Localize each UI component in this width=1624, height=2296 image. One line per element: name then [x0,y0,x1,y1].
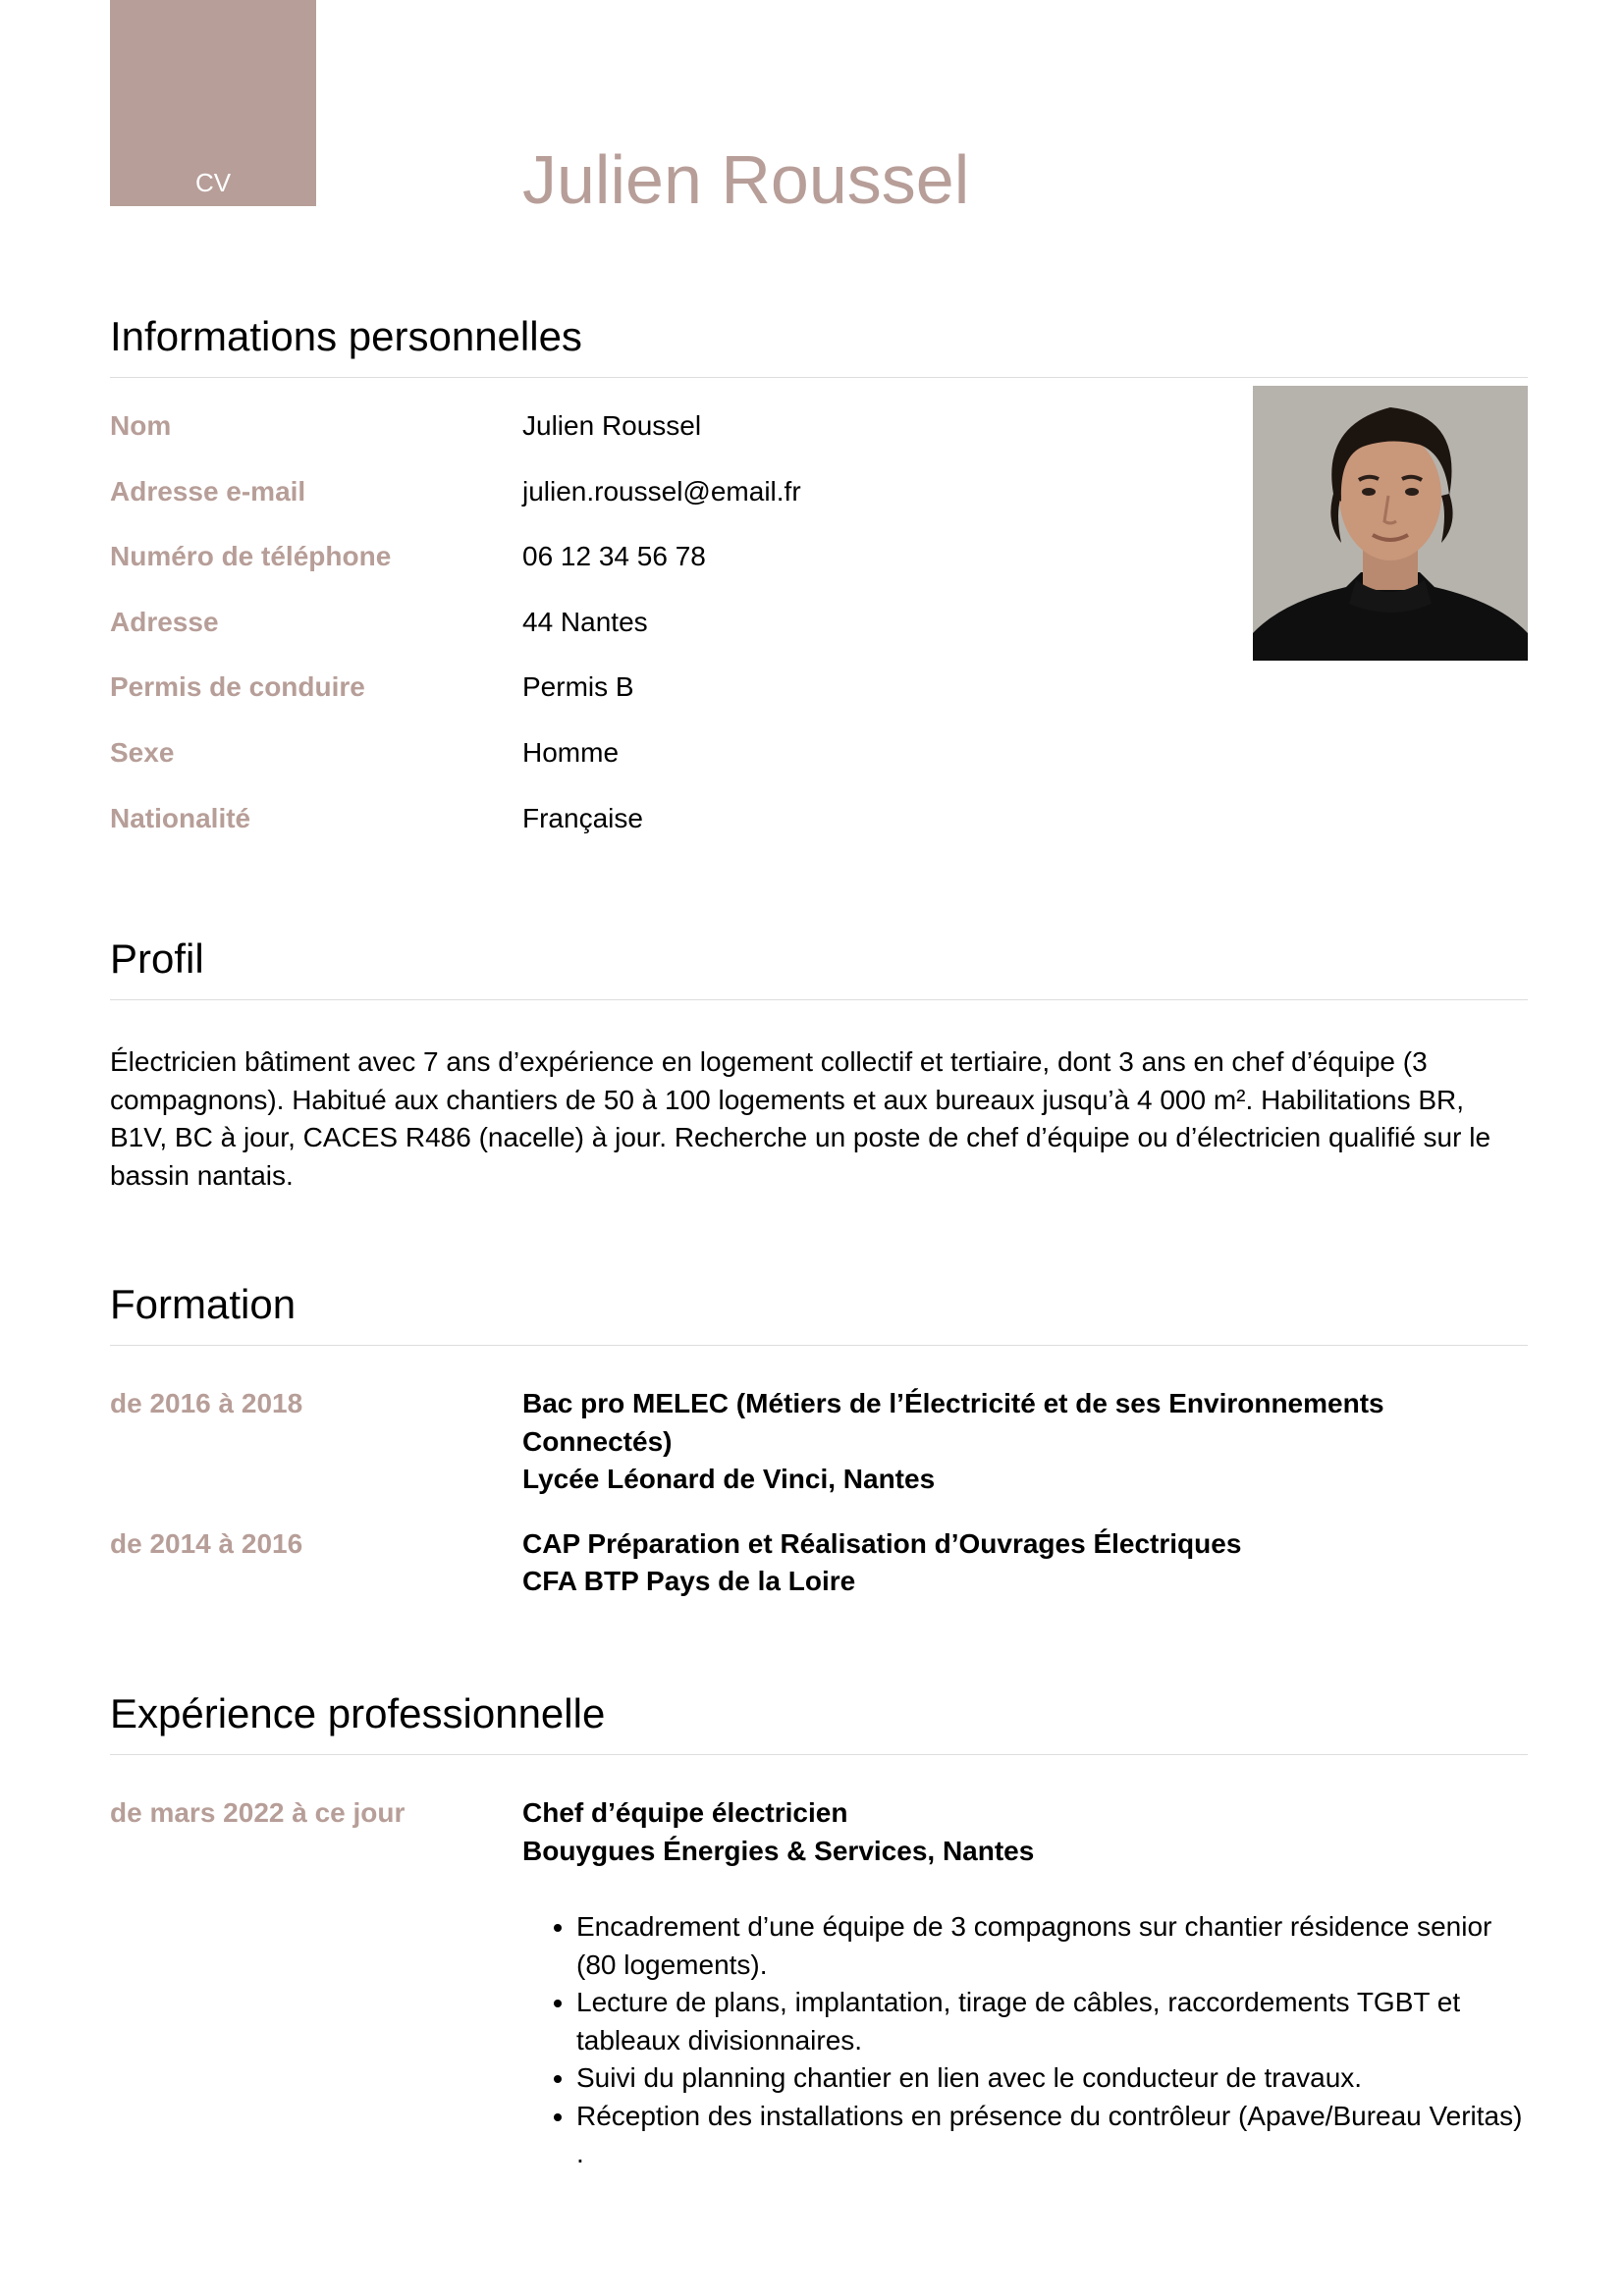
experience-entry [110,1794,1528,2173]
experience-details [522,1794,1528,1870]
education-list [110,1385,1528,1601]
education-details [522,1525,1528,1601]
info-label: Sexe [110,736,175,768]
job-task-item: • Réception des installations en présence du contrôleur (Apave/Bureau Veritas) . [576,2098,1528,2173]
job-title: Chef d’équipe électricien [522,1797,848,1828]
job-tasks-list [522,1908,1528,2173]
education-entry [110,1525,1528,1601]
profile-heading: Profil [110,938,1528,1000]
education-place: CFA BTP Pays de la Loire [522,1566,856,1596]
profile-photo [1253,386,1528,661]
cv-badge-label: CV [194,168,232,197]
info-label: Adresse e-mail [110,475,306,507]
info-value: 06 12 34 56 78 [522,541,706,572]
job-task-item: • Encadrement d’une équipe de 3 compagnons sur chantier résidence senior (80 logements). [576,1908,1528,1984]
experience-list [110,1794,1528,2173]
education-date: de 2016 à 2018 [110,1388,303,1418]
education-details [522,1385,1528,1499]
info-value: Homme [522,736,620,768]
education-section [110,1281,1528,1628]
info-label: Nom [110,410,172,441]
job-employer: Bouygues Énergies & Services, Nantes [522,1835,1035,1866]
job-task-item: • Suivi du planning chantier en lien avec le conducteur de travaux. [576,2059,1528,2098]
cv-badge [110,0,316,206]
education-entry [110,1385,1528,1499]
info-label: Numéro de téléphone [110,541,392,572]
education-title: Bac pro MELEC (Métiers de l’Électricité et de ses Environnements Connectés) [522,1388,1384,1457]
experience-section [110,1690,1528,2200]
page-title: Julien Roussel [522,141,970,218]
info-row-nationality [110,798,1528,864]
personal-info-heading: Informations personnelles [110,316,1528,378]
education-title: CAP Préparation et Réalisation d’Ouvrages Électriques [522,1527,1242,1559]
info-value: Julien Roussel [522,410,702,441]
experience-heading: Expérience professionnelle [110,1693,1528,1755]
profile-text: Électricien bâtiment avec 7 ans d’expérience en logement collectif et tertiaire, dont 3 ans en chef d’équipe (3 compagnons). Habitué aux chantiers de 50 à 100 logements et aux bureaux jusqu’à 4 000 m². Habilitations BR, B1V, BC à jour, CACES R486 (nacelle) à jour. Recherche un poste de chef d’équipe ou d’électricien qualifié sur le bassin nantais. [110,1046,1491,1191]
info-label: Nationalité [110,802,251,833]
personal-info-section [110,313,1528,863]
education-heading: Formation [110,1284,1528,1346]
job-task-item: • Lecture de plans, implantation, tirage de câbles, raccordements TGBT et tableaux divisionnaires. [576,1984,1528,2059]
education-date: de 2014 à 2016 [110,1527,303,1559]
info-value: julien.roussel@email.fr [522,475,801,507]
portrait-image [1253,386,1528,661]
education-place: Lycée Léonard de Vinci, Nantes [522,1464,936,1494]
info-value: Permis B [522,671,634,703]
info-row-gender [110,732,1528,798]
info-value: Française [522,802,643,833]
info-row-license [110,667,1528,732]
profile-section [110,935,1528,1195]
info-value: 44 Nantes [522,606,648,637]
info-label: Permis de conduire [110,671,365,703]
info-label: Adresse [110,606,219,637]
experience-date: de mars 2022 à ce jour [110,1797,406,1828]
